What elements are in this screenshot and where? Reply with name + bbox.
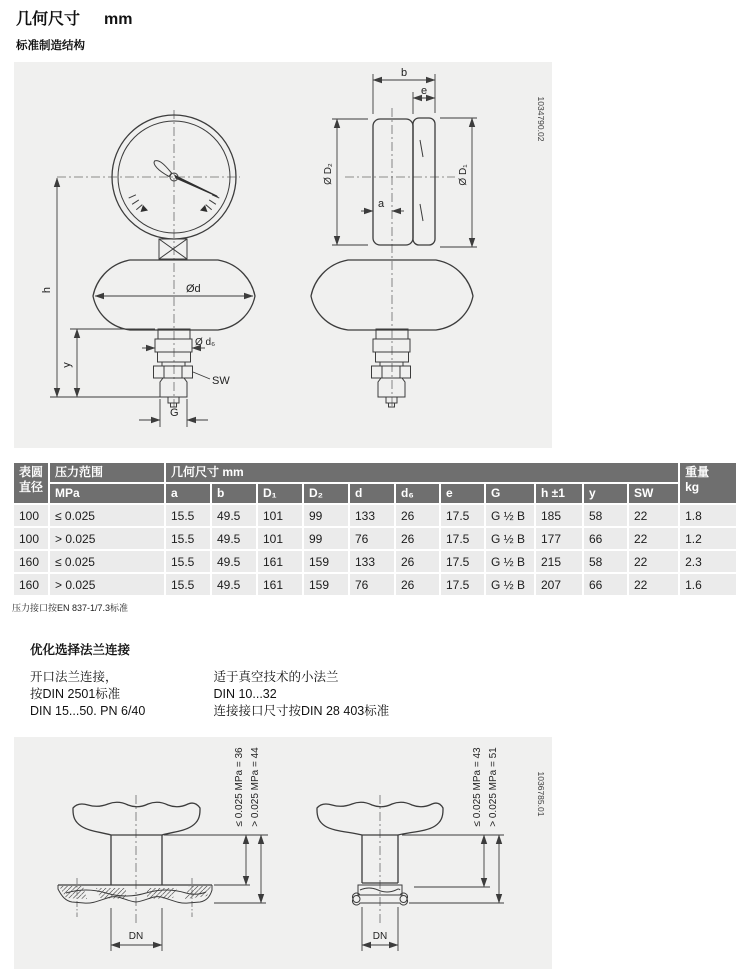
- page-title: [16, 6, 132, 29]
- table-row: 160 > 0.025 15.5 49.5 161 159 76 26 17.5 G ½ B 207 66 22 1.6: [14, 574, 736, 595]
- diameter-line1: 表圆: [19, 465, 44, 479]
- flange-connection-drawing: [14, 737, 552, 969]
- stem-front: [154, 329, 193, 407]
- dim-label-g: G: [170, 407, 179, 419]
- diameter-line2: 直径: [19, 480, 44, 494]
- dial-min-mark: [141, 205, 149, 212]
- flange-neck: [111, 835, 162, 885]
- dim-label-d2: Ø D₂: [323, 163, 334, 185]
- gauge-needle: [174, 175, 219, 198]
- leader-line-sw: [193, 372, 210, 379]
- drawing-id-bottom: 1036785.01: [536, 771, 546, 817]
- dial-max-mark: [200, 205, 208, 212]
- flange-bead-right: [400, 896, 407, 903]
- table-header-row-1: [14, 463, 736, 482]
- col-header-sw: SW: [629, 484, 678, 503]
- flange-description-left: [30, 669, 210, 720]
- col-header-d1: D₁: [258, 484, 302, 503]
- text-line: 开口法兰连接，: [30, 670, 118, 684]
- table-row: 100 > 0.025 15.5 49.5 101 99 76 26 17.5 G ½ B 177 66 22 1.2: [14, 528, 736, 549]
- dim-label-dn-small: DN: [372, 931, 388, 942]
- col-header-y: y: [584, 484, 627, 503]
- page-title-unit: mm: [104, 11, 133, 28]
- col-header-b: b: [212, 484, 256, 503]
- needle-counterweight: [154, 161, 171, 177]
- page-subtitle: 标准制造结构: [16, 40, 85, 52]
- col-header-h: h ±1: [536, 484, 582, 503]
- col-header-weight: [680, 463, 736, 503]
- col-header-e: e: [441, 484, 484, 503]
- drawing-id-top: 1034790.02: [536, 96, 546, 142]
- table-header-row-2: [14, 484, 736, 503]
- flange-description-right: [213, 669, 389, 720]
- dim-label-dn: DN: [128, 931, 144, 942]
- dim-label-43: ≤ 0.025 MPa = 43: [472, 747, 483, 827]
- gauge-dimension-drawing: [14, 62, 552, 448]
- col-header-d: d: [350, 484, 394, 503]
- dim-label-d1: Ø D₁: [458, 164, 469, 186]
- side-view-drawing: [311, 67, 546, 407]
- ext-lines-dn-small: [362, 907, 398, 951]
- table-footnote: 压力接口按EN 837-1/7.3标准: [12, 603, 129, 613]
- col-header-dims-group: 几何尺寸 mm: [166, 463, 678, 482]
- text-line: 适于真空技术的小法兰: [213, 670, 339, 684]
- small-flange-drawing: [317, 747, 546, 951]
- dim-label-a: a: [378, 198, 385, 210]
- text-line: 按DIN 2501标准: [30, 687, 121, 701]
- dim-label-h: h: [41, 286, 53, 294]
- weight-line2: kg: [685, 480, 700, 494]
- case-back: [373, 119, 413, 245]
- dim-label-y: y: [61, 362, 73, 368]
- stem-side: [372, 329, 411, 407]
- page-title-text: 几何尺寸: [16, 11, 81, 28]
- col-header-g: G: [486, 484, 534, 503]
- dim-label-e: e: [421, 85, 428, 97]
- dim-label-d: Ød: [186, 283, 201, 295]
- dim-label-d6: Ø d₆: [195, 337, 216, 348]
- flange-section-hatch: [185, 886, 211, 899]
- glass-reflection-marks: [420, 140, 423, 221]
- dimension-table: [12, 461, 738, 597]
- weight-line1: 重量: [685, 465, 710, 479]
- dim-label-sw: SW: [212, 375, 230, 387]
- text-line: 连接接口尺寸按DIN 28 403标准: [213, 704, 390, 718]
- dim-label-36: ≤ 0.025 MPa = 36: [234, 747, 245, 827]
- text-line: DIN 15...50. PN 6/40: [30, 704, 146, 718]
- section-title-flange: 优化选择法兰连接: [30, 643, 131, 657]
- flange-description: [30, 669, 389, 720]
- col-header-a: a: [166, 484, 210, 503]
- standard-construction-drawing-box: [14, 62, 552, 448]
- col-header-d6: d₆: [396, 484, 439, 503]
- dim-label-44: > 0.025 MPa = 44: [250, 747, 261, 827]
- dim-label-b: b: [401, 67, 408, 79]
- front-view-drawing: [41, 110, 255, 427]
- bolt-centerlines: [77, 878, 192, 917]
- col-header-diameter: [14, 463, 48, 503]
- case-rim: [413, 118, 435, 245]
- table-row: 100 ≤ 0.025 15.5 49.5 101 99 133 26 17.5 G ½ B 185 58 22 1.8: [14, 505, 736, 526]
- case-connector: [159, 239, 187, 259]
- dim-label-51: > 0.025 MPa = 51: [488, 747, 499, 827]
- col-header-pressure-range: 压力范围: [50, 463, 164, 482]
- diaphragm-body-broken-view: [73, 802, 200, 835]
- col-header-mpa: MPa: [50, 484, 164, 503]
- flange-drawing-box: [14, 737, 552, 969]
- table-row: 160 ≤ 0.025 15.5 49.5 161 159 133 26 17.5 G ½ B 215 58 22 2.3: [14, 551, 736, 572]
- ext-lines-dn: [111, 908, 162, 951]
- open-flange-drawing: [58, 747, 268, 951]
- text-line: DIN 10...32: [213, 687, 277, 701]
- flange-bead-left: [353, 896, 360, 903]
- col-header-d2: D₂: [304, 484, 348, 503]
